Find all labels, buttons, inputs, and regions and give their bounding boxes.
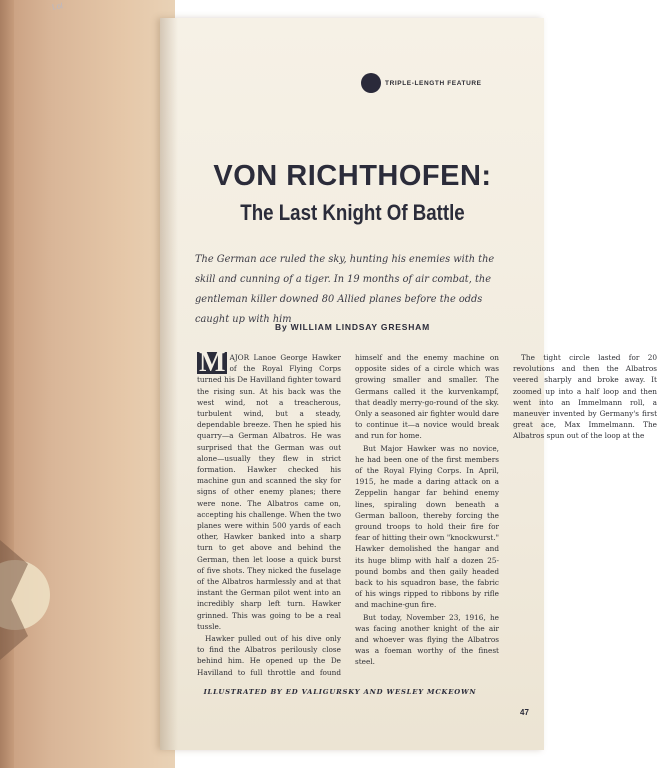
article-subtitle: The Last Knight Of Battle [240,200,465,225]
article-body [197,347,657,682]
body-paragraph: But today, November 23, 1916, he was facing another knight of the air and whoever was flying the Albatros was a foeman worthy of the finest steel. [355,612,499,667]
left-page [0,0,175,768]
corner-mark: Lol [51,1,64,12]
badge-circle-icon [361,73,381,93]
article-byline: By WILLIAM LINDSAY GRESHAM [275,322,430,332]
drop-cap: M [199,347,226,378]
spine-shadow [160,18,178,750]
body-paragraph: Hawker pulled out of his dive only to find the Albatros perilously close behind him. He opened up the De Havilland to full throttle and found himself and the enemy machine on opposite sides of a circle which was growing smaller and smaller. The Germans called it the kurvenkampf, that deadly merry-go-round of the sky. Only a seasoned air fighter would dare to continue it—a novice would break and run for home. [197,353,499,677]
body-paragraph: The tight circle lasted for 20 revolutions and then the Albatros veered sharply and broke away. It zoomed up into a half loop and then went into an Immelmann roll, a maneuver invented by Germany's first great ace, Max Immelmann. The Albatros spun out of the loop at the [513,353,657,441]
illustration-credit: ILLUSTRATED BY ED VALIGURSKY AND WESLEY MCKEOWN [203,688,477,696]
feature-badge [361,73,482,93]
badge-label: TRIPLE-LENGTH FEATURE [385,79,482,87]
paragraph-text: AJOR Lanoe George Hawker of the Royal Flying Corps turned his De Havilland fighter toward the rising sun. At his back was the west wind, not a treacherous, turbulent wind, but a steady, dependable breeze. Then he spied his quarry—a German Albatros. He was surprised that the German was out alone—usually they flew in strict formation. Hawker checked his machine gun and scanned the sky for signs of other enemy planes; there were none. The Albatros came on, accepting his challenge. When the two planes were within 500 yards of each other, Hawker banked into a sharp turn to get above and behind the German, then let loose a quick burst of five shots. They nicked the fuselage of the Albatros harmlessly and at that instant the German pilot went into an incredibly sharp left turn. Hawker grinned. This was going to be a real tussle. [197,353,341,631]
body-paragraph [197,347,341,632]
body-paragraph: But Major Hawker was no novice, he had been one of the first members of the Royal Flying Corps. In April, 1915, he made a daring attack on a Zeppelin hangar far behind enemy lines, spiraling down beneath a German balloon, thereby forcing the ground troops to hold their fire for fear of hitting their own "knockwurst." Hawker demolished the hangar and its huge blimp with half a dozen 25-pound bombs and then gaily headed back to his squadron base, the fabric of his wings ripped to ribbons by rifle and machine-gun fire. [355,443,499,610]
article-title: VON RICHTHOFEN: [213,160,492,192]
article-deck: The German ace ruled the sky, hunting his enemies with the skill and cunning of a tiger. In 19 months of air combat, the gentleman killer downed 80 Allied planes before the odds caught up with him [195,254,495,325]
page-number: 47 [520,708,529,717]
